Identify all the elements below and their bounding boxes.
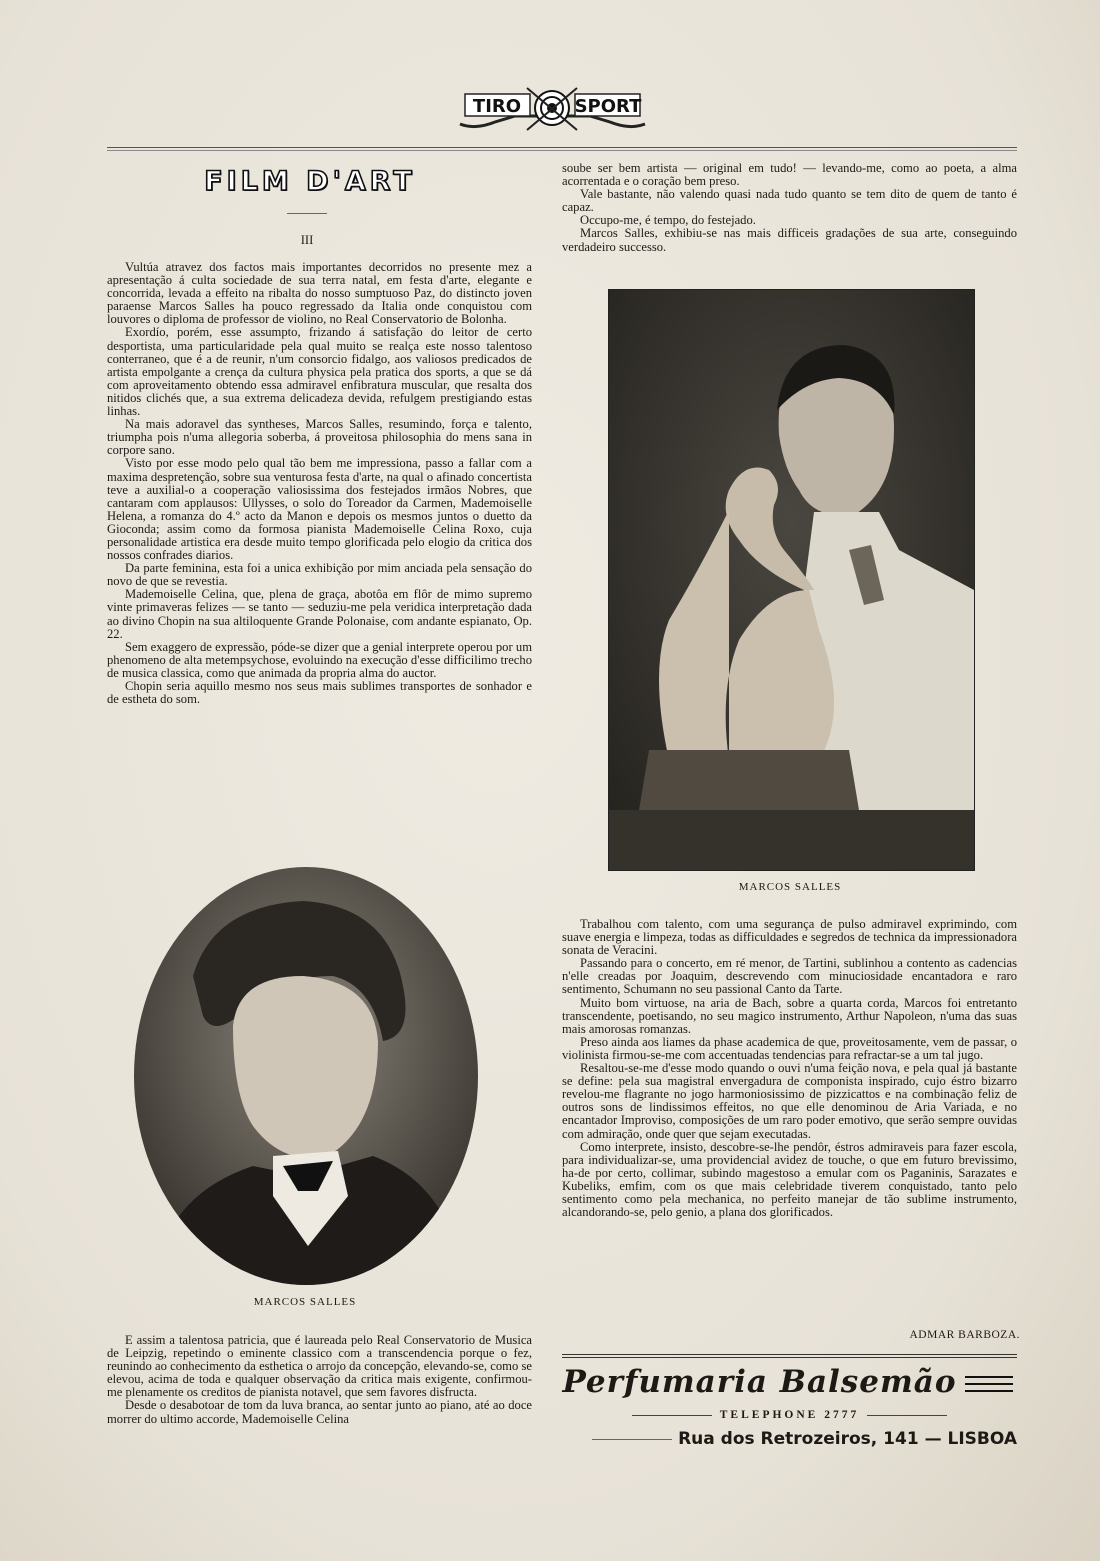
title-divider <box>287 213 327 214</box>
ad-address <box>562 1429 1017 1449</box>
masthead-logo <box>455 86 650 136</box>
paragraph: E assim a talentosa patricia, que é laureada pelo Real Conservatorio de Musica de Leipzig, repetindo o eminente classico com a transcendencia porque o fez, reunindo ao conhecimento da esthetica o arrojo da concepção, elevando-se, como se elevou, acima de toda e qualquer observação da critica mais exigente, confirmou-me plenamente os creditos de pianista notavel, que sem favores disfructa. <box>107 1333 532 1400</box>
paragraph: Passando para o concerto, em ré menor, de Tartini, sublinhou a contento as cadencias n'elle creadas por Joaquim, descrevendo com minuciosidade encantadora e raro sentimento, Schumann no seu passional Canto da Tarte. <box>562 956 1017 997</box>
article-column-right-top <box>562 162 1017 254</box>
paragraph: Da parte feminina, esta foi a unica exhibição por mim anciada pela sensação do novo de que se revestia. <box>107 561 532 589</box>
paragraph: Resaltou-se-me d'esse modo quando o ouvi n'uma feição nova, e pela qual já bastante se define: pela sua magistral envergadura de componista inspirado, cujo éstro bizarro revelou-me flagrante no jogo harmoniosissimo de pizzicattos e na combinação feliz de outros sons de lindissimos effeitos, no que elle denominou de Aria Variada, e no encantador Improviso, composições de um raro poder emotivo, que serão sempre ouvidas com admiração, onde quer que sejam executadas. <box>562 1061 1017 1141</box>
header-rule-secondary <box>107 150 1017 151</box>
paragraph: Marcos Salles, exhibiu-se nas mais difficeis gradações de sua arte, conseguindo verdadeiro successo. <box>562 226 1017 254</box>
article-column-left-bottom <box>107 1334 532 1426</box>
ad-ornament-lines <box>965 1376 1013 1397</box>
paragraph: Exordío, porém, esse assumpto, frizando á satisfação do leitor de certo desportista, uma particularidade pela qual muito se realça este nosso talentoso conterraneo, que é a de reunir, n'um consorcio fidalgo, aos valiosos predicados de artista empolgante a crença da cultura physica pela pratica dos sports, a que se dá com aproveitamento obtendo essa admiravel enfibratura muscular, que resalta dos nitidos clichés que, a sua extrema delicadeza devida, refulgem prestigiando estas linhas. <box>107 325 532 419</box>
paragraph: Na mais adoravel das syntheses, Marcos Salles, resumindo, força e talento, triumpha pois n'uma allegoria soberba, á proveitosa philosophia do mens sana in corpore sano. <box>107 417 532 458</box>
paragraph: Visto por esse modo pelo qual tão bem me impressiona, passo a fallar com a maxima despretenção, sobre sua venturosa festa d'arte, na qual o afinado concertista teve a auxilial-o a cooperação valiosissima dos festejados irmãos Nobres, que cantaram com applausos: Ullysses, o solo do Toreador da Carmen, Mademoiselle Helena, a romanza do 4.º acto da Manon e depois os mesmos juntos o duetto da Gioconda; assim como da formosa pianista Mademoiselle Celina Roxo, cuja personalidade artistica era desde muito tempo glorificada pelo elogio da critica dos nossos confrades diarios. <box>107 456 532 563</box>
paragraph: Chopin seria aquillo mesmo nos seus mais sublimes transportes de sonhador e de estheta do som. <box>107 679 532 707</box>
header-rule <box>107 147 1017 148</box>
ad-dash <box>867 1415 947 1416</box>
article-column-left-top <box>107 261 532 706</box>
paragraph: Occupo-me, é tempo, do festejado. <box>580 213 756 228</box>
svg-text:TIRO: TIRO <box>472 96 522 117</box>
paragraph: Preso ainda aos liames da phase academica de que, proveitosamente, vem de passar, o violinista firmou-se-me com accentuadas tendencias para refractar-se a um tal jugo. <box>562 1034 1017 1062</box>
ad-dash <box>632 1415 712 1416</box>
ad-border-top-inner <box>562 1357 1017 1358</box>
photo-marcos-salles-flexing <box>608 289 975 871</box>
paragraph: soube ser bem artista — original em tudo! — levando-me, como ao poeta, a alma acorrentada e o coração bem preso. <box>562 161 1017 189</box>
section-number: III <box>300 233 314 247</box>
paragraph: Mademoiselle Celina, que, plena de graça, abotôa em flôr de mimo supremo vinte primaveras felizes — se tanto — seduziu-me pela veridica interpretação dada ao divino Chopin na sua altiloquente Grande Polonaise, com andante espianato, Op. 22. <box>107 587 532 641</box>
paragraph: Vultúa atravez dos factos mais importantes decorridos no presente mez a apresentação á culta sociedade de sua terra natal, em festa d'arte, elegante e concorrida, levada a effeito na ribalta do nosso sumptuoso Paz, do distincto joven paraense Marcos Salles ha pouco regressado da Italia onde conquistou com louvores o diploma de professor de violino, no Real Conservatorio de Bolonha. <box>107 260 532 327</box>
paragraph: Sem exaggero de expressão, póde-se dizer que a genial interprete operou por um phenomeno de alta metempsychose, evoluindo na execução d'esse difficilimo trecho de musica classica, como que animada da propria alma do auctor. <box>107 639 532 680</box>
ad-telephone <box>562 1409 1017 1421</box>
ad-telephone-text: TELEPHONE 2777 <box>719 1409 860 1421</box>
article-column-right-bottom <box>562 918 1017 1219</box>
ad-company-name: Perfumaria Balsemão <box>562 1364 957 1400</box>
svg-text:SPORT: SPORT <box>574 96 642 117</box>
paragraph: Trabalhou com talento, com uma segurança de pulso admiravel exprimindo, com suave energia e limpeza, todas as difficuldades e segredos de technica da impressionadora sonata de Veracini. <box>562 917 1017 958</box>
ad-border-top <box>562 1354 1017 1355</box>
advertisement <box>562 1354 1017 1449</box>
paragraph: Desde o desabotoar de tom da luva branca, ao sentar junto ao piano, até ao doce morrer do ultimo accorde, Mademoiselle Celina <box>107 1398 532 1426</box>
ad-dash <box>592 1439 672 1440</box>
author-signature: ADMAR BARBOZA. <box>909 1329 1020 1341</box>
photo-caption: MARCOS SALLES <box>738 881 842 893</box>
paragraph: Vale bastante, não valendo quasi nada tudo quanto se tem dito de quem de tanto é capaz. <box>562 187 1017 215</box>
photo-caption: MARCOS SALLES <box>253 1296 357 1308</box>
article-title: FILM D'ART <box>204 166 416 197</box>
photo-illustration <box>609 290 974 870</box>
photo-marcos-salles-portrait <box>133 866 479 1286</box>
ad-address-text: Rua dos Retrozeiros, 141 — LISBOA <box>678 1429 1017 1449</box>
paragraph: Como interprete, insisto, descobre-se-lhe pendôr, éstros admiraveis para fazer escola, para individualizar-se, uma providencial avidez de touche, o que em futuro brevissimo, ha-de por certo, collimar, subindo magestoso a emular com os Paganinis, Sarazates e Kubeliks, emfim, com os que mais celebridade tiverem conquistado, tanto pelo sentimento como pela mechanica, no perfeito manejar de tão sublime instrumento, alcandorando-se, pelo genio, a plana dos glorificados. <box>562 1139 1017 1220</box>
paragraph: Muito bom virtuose, na aria de Bach, sobre a quarta corda, Marcos foi entretanto transcendente, poetisando, no seu magico instrumento, Arthur Napoleon, n'uma das suas mais amorosas romanzas. <box>562 995 1017 1036</box>
